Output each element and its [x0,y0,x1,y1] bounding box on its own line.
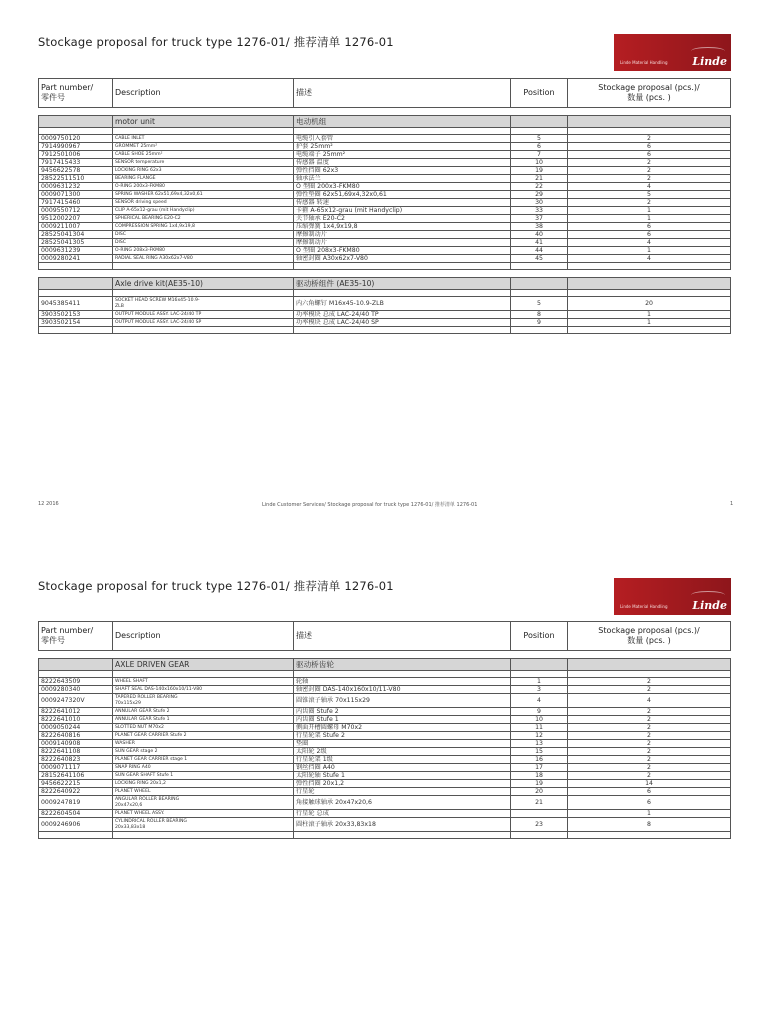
part-number-cell: 0009247320V [39,694,113,708]
part-number-cell: 9512002207 [39,215,113,223]
quantity-cell: 2 [568,756,731,764]
part-number-cell: 0009071117 [39,764,113,772]
description-cell: SOCKET HEAD SCREW M16x45-10.9- ZLB [113,297,294,311]
part-number-cell: 8222640823 [39,756,113,764]
description-cell: DISC [113,239,294,247]
description-cell: SUN GEAR stage 2 [113,748,294,756]
description-cn-cell: 卡箍 A-65x12-grau (mit Handyclip) [294,207,511,215]
description-cell: ANNULAR GEAR Stufe 1 [113,716,294,724]
part-number-cell: 3903502153 [39,311,113,319]
description-cell: DISC [113,231,294,239]
description-cell: ANGULAR ROLLER BEARING 20x47x20,6 [113,796,294,810]
description-cn-cell: 钢丝挡圈 A40 [294,764,511,772]
table-row [39,818,731,832]
header-proposal: Stockage proposal (pcs.)/ 数量 (pcs. ) [568,622,731,651]
part-number-cell: 0009140908 [39,740,113,748]
quantity-cell: 6 [568,231,731,239]
table-row [39,247,731,255]
description-cell: CYLINDRICAL ROLLER BEARING 20x33,83x18 [113,818,294,832]
description-cell: OUTPUT MODULE ASSY. LAC-24/40 SP [113,319,294,327]
part-number-cell: 0009211007 [39,223,113,231]
position-cell: 19 [511,780,568,788]
quantity-cell: 2 [568,175,731,183]
quantity-cell: 6 [568,796,731,810]
header-position: Position [511,622,568,651]
quantity-cell: 20 [568,297,731,311]
table-row [39,135,731,143]
header-description-cn: 描述 [294,79,511,108]
description-cn-cell: 弹性挡圈 62x3 [294,167,511,175]
position-cell: 41 [511,239,568,247]
position-cell: 22 [511,183,568,191]
quantity-cell: 2 [568,159,731,167]
section-title-cn: 电动机组 [294,116,511,128]
blank-row [39,128,731,135]
page-title: Stockage proposal for truck type 1276-01/ 推荐清单 1276-01 [38,579,394,593]
position-cell: 11 [511,724,568,732]
description-cell: CABLE SHOE 25mm² [113,151,294,159]
table-row [39,297,731,311]
description-cn-cell: 传感器 温度 [294,159,511,167]
part-number-cell: 0009280241 [39,255,113,263]
quantity-cell: 2 [568,199,731,207]
table-row [39,678,731,686]
quantity-cell: 1 [568,215,731,223]
description-cell: COMPRESSION SPRING 1x4,9x19,8 [113,223,294,231]
quantity-cell: 2 [568,167,731,175]
description-cell: PLANET GEAR CARRIER stage 1 [113,756,294,764]
table-row [39,756,731,764]
section-title-cn: 驱动桥组件 (AE35-10) [294,278,511,290]
quantity-cell: 6 [568,223,731,231]
description-cell: LOCKING RING 20x1,2 [113,780,294,788]
position-cell: 9 [511,319,568,327]
part-number-cell: 9456622578 [39,167,113,175]
table-row [39,796,731,810]
quantity-cell: 1 [568,247,731,255]
description-cell: WHEEL SHAFT [113,678,294,686]
part-number-cell: 0009071300 [39,191,113,199]
part-number-cell: 0009050244 [39,724,113,732]
position-cell: 17 [511,764,568,772]
description-cn-cell: 轮轴 [294,678,511,686]
position-cell: 23 [511,818,568,832]
description-cell: BEARING FLANGE [113,175,294,183]
quantity-cell: 2 [568,724,731,732]
position-cell: 10 [511,159,568,167]
description-cn-cell: 圆锥滚子轴承 70x115x29 [294,694,511,708]
footer-page-number: 1 [730,501,734,507]
description-cell: O-RING 208x3-FKM80 [113,247,294,255]
logo-arc-icon [691,591,725,599]
section-header-axle [39,278,731,290]
spacer-row [39,270,731,278]
quantity-cell: 2 [568,740,731,748]
position-cell: 30 [511,199,568,207]
part-number-cell: 9456622215 [39,780,113,788]
description-cn-cell: O 型圈 200x3-FKM80 [294,183,511,191]
description-cell: SNAP RING A40 [113,764,294,772]
table-row [39,207,731,215]
table-header-row [39,622,731,651]
description-cn-cell: 行星轮架 1级 [294,756,511,764]
description-cell: CABLE INLET [113,135,294,143]
description-cn-cell: 护套 25mm² [294,143,511,151]
blank-row [39,832,731,839]
logo-subtitle: Linde Material Handling [620,60,668,65]
stockage-table [38,78,731,334]
position-cell: 13 [511,740,568,748]
description-cn-cell: 行星轮架 Stufe 2 [294,732,511,740]
description-cn-cell: 弹性垫圈 62x51,69x4,32x0,61 [294,191,511,199]
description-cn-cell: 电缆引入套管 [294,135,511,143]
quantity-cell: 2 [568,748,731,756]
part-number-cell: 28525041305 [39,239,113,247]
table-row [39,143,731,151]
part-number-cell: 9045385411 [39,297,113,311]
table-row [39,223,731,231]
position-cell: 15 [511,748,568,756]
table-row [39,694,731,708]
part-number-cell: 0009631232 [39,183,113,191]
description-cn-cell: 行星轮 [294,788,511,796]
description-cell: OUTPUT MODULE ASSY. LAC-24/40 TP [113,311,294,319]
position-cell: 10 [511,716,568,724]
table-row [39,708,731,716]
blank-row [39,327,731,334]
table-row [39,239,731,247]
position-cell: 40 [511,231,568,239]
position-cell: 8 [511,311,568,319]
header-proposal: Stockage proposal (pcs.)/ 数量 (pcs. ) [568,79,731,108]
quantity-cell: 5 [568,191,731,199]
blank-row [39,263,731,270]
table-header-row [39,79,731,108]
quantity-cell: 1 [568,319,731,327]
quantity-cell: 2 [568,732,731,740]
description-cn-cell: 内齿圈 Stufe 2 [294,708,511,716]
table-row [39,772,731,780]
description-cell: O-RING 200x3-FKM80 [113,183,294,191]
part-number-cell: 28522511510 [39,175,113,183]
description-cn-cell: 垫圈 [294,740,511,748]
part-number-cell: 8222604504 [39,810,113,818]
section-title-cn: 驱动桥齿轮 [294,659,511,671]
spacer-row [39,108,731,116]
quantity-cell: 4 [568,255,731,263]
header-position: Position [511,79,568,108]
part-number-cell: 8222640816 [39,732,113,740]
section-header-motor [39,116,731,128]
description-cell: RADIAL SEAL RING A30x62x7-V80 [113,255,294,263]
description-cn-cell: 轴密封圈 DAS-140x160x10/11-V80 [294,686,511,694]
part-number-cell: 0009631239 [39,247,113,255]
quantity-cell: 2 [568,764,731,772]
section-title: Axle drive kit(AE35-10) [113,278,294,290]
position-cell: 7 [511,151,568,159]
header-description: Description [113,622,294,651]
logo-arc-icon [691,47,725,55]
quantity-cell: 2 [568,772,731,780]
part-number-cell: 8222640922 [39,788,113,796]
position-cell: 5 [511,135,568,143]
description-cn-cell: 内齿圈 Stufe 1 [294,716,511,724]
description-cell: SENSOR driving speed [113,199,294,207]
blank-row [39,671,731,678]
table-row [39,175,731,183]
description-cn-cell: 功率模块 总成 LAC-24/40 TP [294,311,511,319]
table-row [39,167,731,175]
blank-row [39,290,731,297]
description-cn-cell: 功率模块 总成 LAC-24/40 SP [294,319,511,327]
header-part-number: Part number/ 零件号 [39,79,113,108]
part-number-cell: 8222643509 [39,678,113,686]
description-cell: PLANET WHEEL [113,788,294,796]
quantity-cell: 14 [568,780,731,788]
footer-date: 12 2016 [38,501,59,507]
position-cell: 37 [511,215,568,223]
position-cell: 12 [511,732,568,740]
logo-wordmark: Linde [692,55,727,68]
page-title: Stockage proposal for truck type 1276-01/ 推荐清单 1276-01 [38,35,394,49]
description-cn-cell: 轴承法兰 [294,175,511,183]
header-part-number: Part number/ 零件号 [39,622,113,651]
header-description: Description [113,79,294,108]
section-title: AXLE DRIVEN GEAR [113,659,294,671]
table-row [39,151,731,159]
position-cell: 6 [511,143,568,151]
table-row [39,255,731,263]
part-number-cell: 7912501006 [39,151,113,159]
description-cell: PLANET GEAR CARRIER Stufe 2 [113,732,294,740]
description-cell: GROMMET 25mm² [113,143,294,151]
position-cell: 20 [511,788,568,796]
part-number-cell: 7914990967 [39,143,113,151]
table-row [39,732,731,740]
description-cn-cell: 太阳轮 2级 [294,748,511,756]
table-row [39,183,731,191]
description-cell: SENSOR temperature [113,159,294,167]
position-cell: 3 [511,686,568,694]
quantity-cell: 1 [568,810,731,818]
part-number-cell: 28152641106 [39,772,113,780]
table-row [39,319,731,327]
description-cell: LOCKING RING 62x3 [113,167,294,175]
table-row [39,231,731,239]
description-cn-cell: 侧面开槽圆螺母 M70x2 [294,724,511,732]
quantity-cell: 8 [568,818,731,832]
table-row [39,686,731,694]
position-cell [511,810,568,818]
linde-logo [614,34,731,71]
part-number-cell: 0009550712 [39,207,113,215]
table-row [39,215,731,223]
description-cn-cell: 压缩弹簧 1x4,9x19,8 [294,223,511,231]
position-cell: 33 [511,207,568,215]
quantity-cell: 2 [568,686,731,694]
description-cn-cell: 摩擦制动片 [294,231,511,239]
table-row [39,199,731,207]
table-row [39,748,731,756]
table-row [39,788,731,796]
description-cell: ANNULAR GEAR Stufe 2 [113,708,294,716]
description-cn-cell: 传感器 转速 [294,199,511,207]
position-cell: 18 [511,772,568,780]
section-header-gear [39,659,731,671]
table-row [39,764,731,772]
description-cn-cell: 行星轮 总成 [294,810,511,818]
description-cell: SPRING WASHER 62x51,69x4,32x0,61 [113,191,294,199]
table-row [39,191,731,199]
position-cell: 45 [511,255,568,263]
position-cell: 38 [511,223,568,231]
position-cell: 21 [511,175,568,183]
description-cell: PLANET WHEEL ASSY. [113,810,294,818]
quantity-cell: 4 [568,694,731,708]
description-cn-cell: 角接触球轴承 20x47x20,6 [294,796,511,810]
description-cn-cell: 圆柱滚子轴承 20x33,83x18 [294,818,511,832]
part-number-cell: 28525041304 [39,231,113,239]
table-row [39,810,731,818]
table-row [39,740,731,748]
part-number-cell: 3903502154 [39,319,113,327]
quantity-cell: 1 [568,207,731,215]
quantity-cell: 1 [568,311,731,319]
quantity-cell: 4 [568,239,731,247]
description-cell: WASHER [113,740,294,748]
position-cell: 1 [511,678,568,686]
header-description-cn: 描述 [294,622,511,651]
table-row [39,159,731,167]
quantity-cell: 6 [568,788,731,796]
document-page-2 [0,512,768,1024]
position-cell: 4 [511,694,568,708]
position-cell: 9 [511,708,568,716]
quantity-cell: 2 [568,678,731,686]
description-cn-cell: 电缆端子 25mm² [294,151,511,159]
linde-logo [614,578,731,615]
part-number-cell: 0009750120 [39,135,113,143]
table-row [39,311,731,319]
part-number-cell: 7917415460 [39,199,113,207]
section-title: motor unit [113,116,294,128]
quantity-cell: 2 [568,708,731,716]
footer-text: Linde Customer Services/ Stockage proposal for truck type 1276-01/ 推荐清单 1276-01 [262,502,478,508]
table-row [39,780,731,788]
description-cn-cell: O 型圈 208x3-FKM80 [294,247,511,255]
part-number-cell: 0009280340 [39,686,113,694]
quantity-cell: 6 [568,151,731,159]
description-cn-cell: 太阳轮轴 Stufe 1 [294,772,511,780]
description-cell: CLIP A-65x12-grau (mit Handyclip) [113,207,294,215]
position-cell: 44 [511,247,568,255]
quantity-cell: 4 [568,183,731,191]
description-cn-cell: 摩擦制动片 [294,239,511,247]
part-number-cell: 8222641012 [39,708,113,716]
quantity-cell: 2 [568,135,731,143]
description-cell: SPHERICAL BEARING E20-C2 [113,215,294,223]
part-number-cell: 8222641108 [39,748,113,756]
description-cn-cell: 弹性挡圈 20x1,2 [294,780,511,788]
part-number-cell: 7917415433 [39,159,113,167]
part-number-cell: 8222641010 [39,716,113,724]
description-cn-cell: 内六角螺钉 M16x45-10.9-ZLB [294,297,511,311]
position-cell: 21 [511,796,568,810]
description-cn-cell: 轴密封圈 A30x62x7-V80 [294,255,511,263]
quantity-cell: 2 [568,716,731,724]
logo-wordmark: Linde [692,599,727,612]
description-cell: SUN GEAR SHAFT Stufe 1 [113,772,294,780]
position-cell: 5 [511,297,568,311]
quantity-cell: 6 [568,143,731,151]
description-cell: SHAFT SEAL DAS-140x160x10/11-V80 [113,686,294,694]
position-cell: 16 [511,756,568,764]
position-cell: 19 [511,167,568,175]
description-cell: TAPERED ROLLER BEARING 70x115x29 [113,694,294,708]
logo-subtitle: Linde Material Handling [620,604,668,609]
table-row [39,716,731,724]
stockage-table [38,621,731,839]
position-cell: 29 [511,191,568,199]
table-row [39,724,731,732]
description-cn-cell: 关节轴承 E20-C2 [294,215,511,223]
part-number-cell: 0009247819 [39,796,113,810]
description-cell: SLOTTED NUT M70x2 [113,724,294,732]
part-number-cell: 0009246906 [39,818,113,832]
spacer-row [39,651,731,659]
